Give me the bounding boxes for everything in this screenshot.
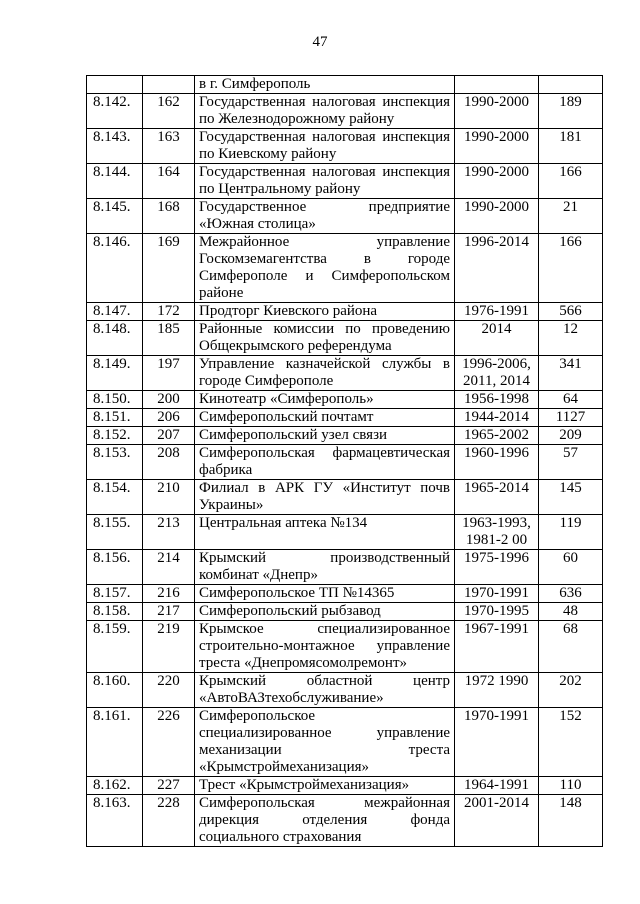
item-count-cell: 57 (539, 445, 603, 480)
item-count-cell (539, 76, 603, 94)
fond-name-cell: Кинотеатр «Симферополь» (195, 391, 455, 409)
fond-number-cell: 213 (143, 515, 195, 550)
table-row (87, 303, 603, 321)
table-row (87, 480, 603, 515)
date-range-cell: 1964-1991 (455, 777, 539, 795)
date-range-cell: 1990-2000 (455, 129, 539, 164)
fond-number-cell (143, 76, 195, 94)
fond-name-cell: Районные комиссии по проведению Общекрымского референдума (195, 321, 455, 356)
item-count-cell: 21 (539, 199, 603, 234)
row-number-cell: 8.146. (87, 234, 143, 303)
fond-number-cell: 162 (143, 94, 195, 129)
date-range-cell: 1970-1991 (455, 708, 539, 777)
date-range-cell: 1972 1990 (455, 673, 539, 708)
fond-number-cell: 210 (143, 480, 195, 515)
fond-name-cell: Управление казначейской службы в городе Симферополе (195, 356, 455, 391)
row-number-cell: 8.154. (87, 480, 143, 515)
item-count-cell: 110 (539, 777, 603, 795)
fond-name-cell: Крымский областной центр «АвтоВАЗтехобслуживание» (195, 673, 455, 708)
table-row (87, 321, 603, 356)
date-range-cell: 1976-1991 (455, 303, 539, 321)
table-row (87, 585, 603, 603)
fond-number-cell: 168 (143, 199, 195, 234)
row-number-cell: 8.159. (87, 621, 143, 673)
row-number-cell: 8.162. (87, 777, 143, 795)
fond-number-cell: 172 (143, 303, 195, 321)
fond-number-cell: 226 (143, 708, 195, 777)
fond-number-cell: 217 (143, 603, 195, 621)
item-count-cell: 145 (539, 480, 603, 515)
date-range-cell: 1967-1991 (455, 621, 539, 673)
item-count-cell: 341 (539, 356, 603, 391)
item-count-cell: 48 (539, 603, 603, 621)
fond-number-cell: 208 (143, 445, 195, 480)
fond-number-cell: 219 (143, 621, 195, 673)
row-number-cell: 8.155. (87, 515, 143, 550)
row-number-cell: 8.152. (87, 427, 143, 445)
row-number-cell: 8.145. (87, 199, 143, 234)
item-count-cell: 181 (539, 129, 603, 164)
row-number-cell: 8.144. (87, 164, 143, 199)
fond-name-cell: Симферопольский рыбзавод (195, 603, 455, 621)
table-row (87, 795, 603, 847)
table-row (87, 777, 603, 795)
fond-name-cell: Симферопольская фармацевтическая фабрика (195, 445, 455, 480)
date-range-cell: 1970-1991 (455, 585, 539, 603)
table-row (87, 515, 603, 550)
date-range-cell: 1963-1993, 1981-2 00 (455, 515, 539, 550)
table-row (87, 603, 603, 621)
item-count-cell: 68 (539, 621, 603, 673)
table-body (87, 76, 603, 847)
row-number-cell: 8.158. (87, 603, 143, 621)
fond-number-cell: 200 (143, 391, 195, 409)
table-row (87, 129, 603, 164)
item-count-cell: 202 (539, 673, 603, 708)
item-count-cell: 209 (539, 427, 603, 445)
row-number-cell: 8.147. (87, 303, 143, 321)
item-count-cell: 636 (539, 585, 603, 603)
fond-name-cell: Государственная налоговая инспекция по Киевскому району (195, 129, 455, 164)
fond-name-cell: Государственная налоговая инспекция по Железнодорожному району (195, 94, 455, 129)
table-row (87, 445, 603, 480)
item-count-cell: 152 (539, 708, 603, 777)
date-range-cell: 1990-2000 (455, 94, 539, 129)
item-count-cell: 189 (539, 94, 603, 129)
fond-name-cell: Симферопольский почтамт (195, 409, 455, 427)
fond-name-cell: Симферопольский узел связи (195, 427, 455, 445)
fond-number-cell: 185 (143, 321, 195, 356)
fond-number-cell: 197 (143, 356, 195, 391)
table-row (87, 76, 603, 94)
date-range-cell: 1990-2000 (455, 199, 539, 234)
fond-number-cell: 227 (143, 777, 195, 795)
fond-name-cell: Крымский производственный комбинат «Днепр» (195, 550, 455, 585)
table-row (87, 409, 603, 427)
date-range-cell: 1970-1995 (455, 603, 539, 621)
item-count-cell: 60 (539, 550, 603, 585)
fond-name-cell: Центральная аптека №134 (195, 515, 455, 550)
date-range-cell: 1996-2006, 2011, 2014 (455, 356, 539, 391)
fond-number-cell: 214 (143, 550, 195, 585)
table-row (87, 621, 603, 673)
date-range-cell: 1965-2002 (455, 427, 539, 445)
fond-name-cell: Государственное предприятие «Южная столица» (195, 199, 455, 234)
table-row (87, 391, 603, 409)
row-number-cell: 8.153. (87, 445, 143, 480)
table-row (87, 673, 603, 708)
item-count-cell: 12 (539, 321, 603, 356)
fond-name-cell: Трест «Крымстроймеханизация» (195, 777, 455, 795)
date-range-cell: 1960-1996 (455, 445, 539, 480)
fond-number-cell: 206 (143, 409, 195, 427)
row-number-cell: 8.148. (87, 321, 143, 356)
row-number-cell: 8.149. (87, 356, 143, 391)
date-range-cell: 1944-2014 (455, 409, 539, 427)
table-row (87, 356, 603, 391)
fond-name-cell: Крымское специализированное строительно-монтажное управление треста «Днепромясомолремонт» (195, 621, 455, 673)
row-number-cell: 8.157. (87, 585, 143, 603)
fond-name-cell: в г. Симферополь (195, 76, 455, 94)
fond-number-cell: 216 (143, 585, 195, 603)
date-range-cell: 2014 (455, 321, 539, 356)
date-range-cell: 1975-1996 (455, 550, 539, 585)
table-row (87, 199, 603, 234)
fond-number-cell: 164 (143, 164, 195, 199)
fond-name-cell: Симферопольская межрайонная дирекция отделения фонда социального страхования (195, 795, 455, 847)
archive-table (86, 75, 603, 847)
date-range-cell (455, 76, 539, 94)
row-number-cell: 8.150. (87, 391, 143, 409)
date-range-cell: 1956-1998 (455, 391, 539, 409)
fond-number-cell: 163 (143, 129, 195, 164)
fond-name-cell: Продторг Киевского района (195, 303, 455, 321)
row-number-cell: 8.142. (87, 94, 143, 129)
item-count-cell: 148 (539, 795, 603, 847)
table-row (87, 708, 603, 777)
fond-name-cell: Государственная налоговая инспекция по Центральному району (195, 164, 455, 199)
item-count-cell: 119 (539, 515, 603, 550)
item-count-cell: 566 (539, 303, 603, 321)
table-row (87, 94, 603, 129)
row-number-cell: 8.143. (87, 129, 143, 164)
date-range-cell: 1996-2014 (455, 234, 539, 303)
table-row (87, 234, 603, 303)
page-number: 47 (312, 34, 328, 50)
date-range-cell: 1965-2014 (455, 480, 539, 515)
fond-number-cell: 207 (143, 427, 195, 445)
row-number-cell: 8.156. (87, 550, 143, 585)
table-row (87, 427, 603, 445)
date-range-cell: 1990-2000 (455, 164, 539, 199)
fond-name-cell: Межрайонное управление Госкомземагентства в городе Симферополе и Симферопольском районе (195, 234, 455, 303)
date-range-cell: 2001-2014 (455, 795, 539, 847)
item-count-cell: 166 (539, 234, 603, 303)
row-number-cell (87, 76, 143, 94)
item-count-cell: 64 (539, 391, 603, 409)
fond-number-cell: 228 (143, 795, 195, 847)
fond-number-cell: 169 (143, 234, 195, 303)
fond-name-cell: Симферопольское специализированное управление механизации треста «Крымстроймеханизация» (195, 708, 455, 777)
row-number-cell: 8.161. (87, 708, 143, 777)
item-count-cell: 1127 (539, 409, 603, 427)
fond-name-cell: Филиал в АРК ГУ «Институт почв Украины» (195, 480, 455, 515)
item-count-cell: 166 (539, 164, 603, 199)
row-number-cell: 8.163. (87, 795, 143, 847)
fond-number-cell: 220 (143, 673, 195, 708)
fond-name-cell: Симферопольское ТП №14365 (195, 585, 455, 603)
row-number-cell: 8.151. (87, 409, 143, 427)
table-row (87, 550, 603, 585)
row-number-cell: 8.160. (87, 673, 143, 708)
table-row (87, 164, 603, 199)
